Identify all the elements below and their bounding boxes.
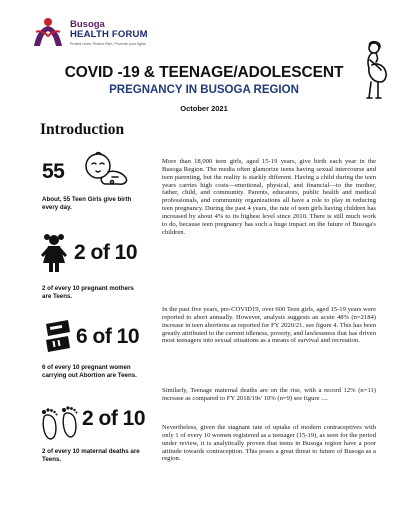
stat-value: 2 of 10: [82, 407, 146, 430]
footprints-icon: [38, 403, 82, 443]
section-title: Introduction: [40, 121, 125, 138]
stat-caption: 2 of every 10 maternal deaths are Teens.: [42, 448, 140, 463]
publication-date: October 2021: [180, 104, 228, 113]
pregnancy-test-icon: [40, 318, 74, 358]
abortion-paragraph: In the past five years, pre-COVID19, over 600 Teen girls, aged 15-19 years were reported to abort annually. However, analysis suggests an acute 48% (n=2184) increase in teen abortions as reported for FY 2020/21. see figure 4. This has been greatly attributed to the current idleness, poverty, and lawlessness that has driven most teenagers into sexual situations as a means of survival and recreation.: [162, 306, 376, 345]
contraception-paragraph: Nevertheless, given the stagnant rate of uptake of modern contraceptives with only 1 of every 10 women registered as a teenager (15-19), as seen for the period under review, it is analytically proven that teens in Busoga region have a poor attitude towards contraception. This poses a great threat to future of Busoga as a region.: [162, 424, 376, 463]
stat-caption: About, 55 Teen Girls give birth every day.: [42, 196, 132, 211]
baby-icon: [82, 150, 130, 188]
stat-value: 6 of 10: [76, 325, 140, 348]
page-subtitle: PREGNANCY IN BUSOGA REGION: [109, 84, 299, 96]
teen-girl-icon: [38, 233, 70, 273]
page-title: COVID -19 & TEENAGE/ADOLESCENT: [64, 64, 344, 81]
logo-figure-icon: [30, 16, 66, 50]
stat-caption: 2 of every 10 pregnant mothers are Teens.: [42, 285, 134, 300]
stat-value: 2 of 10: [74, 241, 138, 264]
logo-tagline: Protect Lives, Protect Rich, Promote your rights: [70, 42, 146, 46]
maternal-deaths-paragraph: Similarly, Teenage maternal deaths are on the rise, with a record 12% (n=11) increase as compared to FY 2018/19s' 10% (n=9) see figure ....: [162, 387, 376, 402]
busoga-health-forum-logo: [30, 14, 150, 64]
logo-name-line2: HEALTH FORUM: [70, 29, 148, 40]
intro-paragraph: More than 18,000 teen girls, aged 15-19 years, give birth each year in the Busoga Region. The media often glamorize teens having sexual intercourse and teen parenting, but the reality is starkly different. Having a child during the teen years carries high costs—emotional, physical, and financial—to the mother, father, child, and community. Parents, educators, public health and medical professionals, and community organizations all have a role to play in reducing teen pregnancy. During the past 4 years, the rate of teen girls having children has increased by about 4% to its highest level since 2010. There is still much work to do, because teen pregnancy has such a huge impact on the future of Busoga's children.: [162, 158, 376, 236]
stat-value: 55: [42, 160, 65, 183]
logo-name-line1: Busoga: [70, 19, 105, 30]
stat-caption: 6 of every 10 pregnant women carrying out Abortion are Teens.: [42, 364, 137, 379]
